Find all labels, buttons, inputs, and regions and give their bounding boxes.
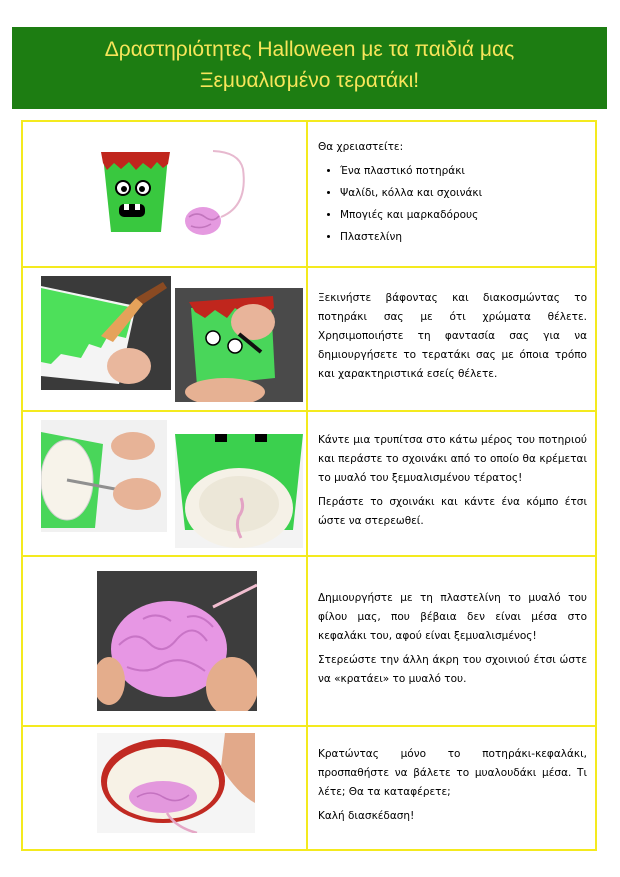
title-banner: [12, 27, 607, 109]
brain-text-cell: [310, 557, 595, 725]
monster-cup-photo: [93, 144, 263, 244]
row-string: [23, 412, 595, 557]
row-paint: [23, 268, 595, 412]
string-image-cell: [23, 412, 308, 555]
materials-heading: Θα χρειαστείτε:: [318, 141, 404, 153]
string-text-cell: [310, 412, 595, 555]
play-text-cell: [310, 727, 595, 849]
string-instruction-2: Περάστε το σχοινάκι και κάντε ένα κόμπο έτσι ώστε να στερεωθεί.: [318, 496, 587, 527]
painting-cup-photo: [41, 276, 171, 390]
list-item: • Πλαστελίνη: [340, 228, 587, 247]
list-item: • Μπογιές και μαρκαδόρους: [340, 206, 587, 225]
materials-list: [318, 162, 587, 250]
brain-image-cell: [23, 557, 308, 725]
string-through-cup-photo: [175, 434, 303, 548]
paint-instruction: Ξεκινήστε βάφοντας και διακοσμώντας το ποτηράκι σας με ότι χρώματα θέλετε. Χρησιμοποιήστε τη φαντασία σας για να δημιουργήσετε το τερατάκι σας με όποια τρόπο και χαρακτηριστικά εσείς θέλετε.: [318, 292, 587, 380]
list-item: • Ένα πλαστικό ποτηράκι: [340, 162, 587, 181]
poking-hole-photo: [41, 420, 167, 532]
instructions-table: [21, 120, 597, 851]
paint-text-cell: [310, 268, 595, 410]
play-instruction: Κρατώντας μόνο το ποτηράκι-κεφαλάκι, προσπαθήστε να βάλετε το μυαλουδάκι μέσα. Τι λέτε; Θα τα καταφέρετε;: [318, 748, 587, 798]
row-brain: [23, 557, 595, 727]
brain-instruction-2: Στερεώστε την άλλη άκρη του σχοινιού έτσι ώστε να «κρατάει» το μυαλό του.: [318, 653, 587, 685]
title-line-2: Ξεμυαλισμένο τερατάκι!: [199, 69, 420, 92]
string-instruction-1: Κάντε μια τρυπίτσα στο κάτω μέρος του ποτηριού και περάστε το σχοινάκι από το οποίο θα κρέμεται το μυαλό του ξεμυαλισμένου τέρατος!: [318, 434, 587, 484]
materials-text-cell: [310, 122, 595, 266]
playing-game-photo: [97, 733, 255, 833]
closing-wish: Καλή διασκέδαση!: [318, 810, 415, 822]
paint-image-cell: [23, 268, 308, 410]
playdough-brain-photo: [97, 571, 257, 711]
brain-instruction-1: Δημιουργήστε με τη πλαστελίνη το μυαλό του φίλου μας, που βέβαια δεν είναι μέσα στο κεφαλάκι του, αφού είναι ξεμυαλισμένος!: [318, 591, 587, 642]
materials-image-cell: [23, 122, 308, 266]
drawing-face-photo: [175, 288, 303, 402]
play-image-cell: [23, 727, 308, 849]
list-item: • Ψαλίδι, κόλλα και σχοινάκι: [340, 184, 587, 203]
row-play: [23, 727, 595, 849]
row-materials: [23, 122, 595, 268]
title-line-1: Δραστηριότητες Halloween με τα παιδιά μας: [104, 38, 515, 61]
